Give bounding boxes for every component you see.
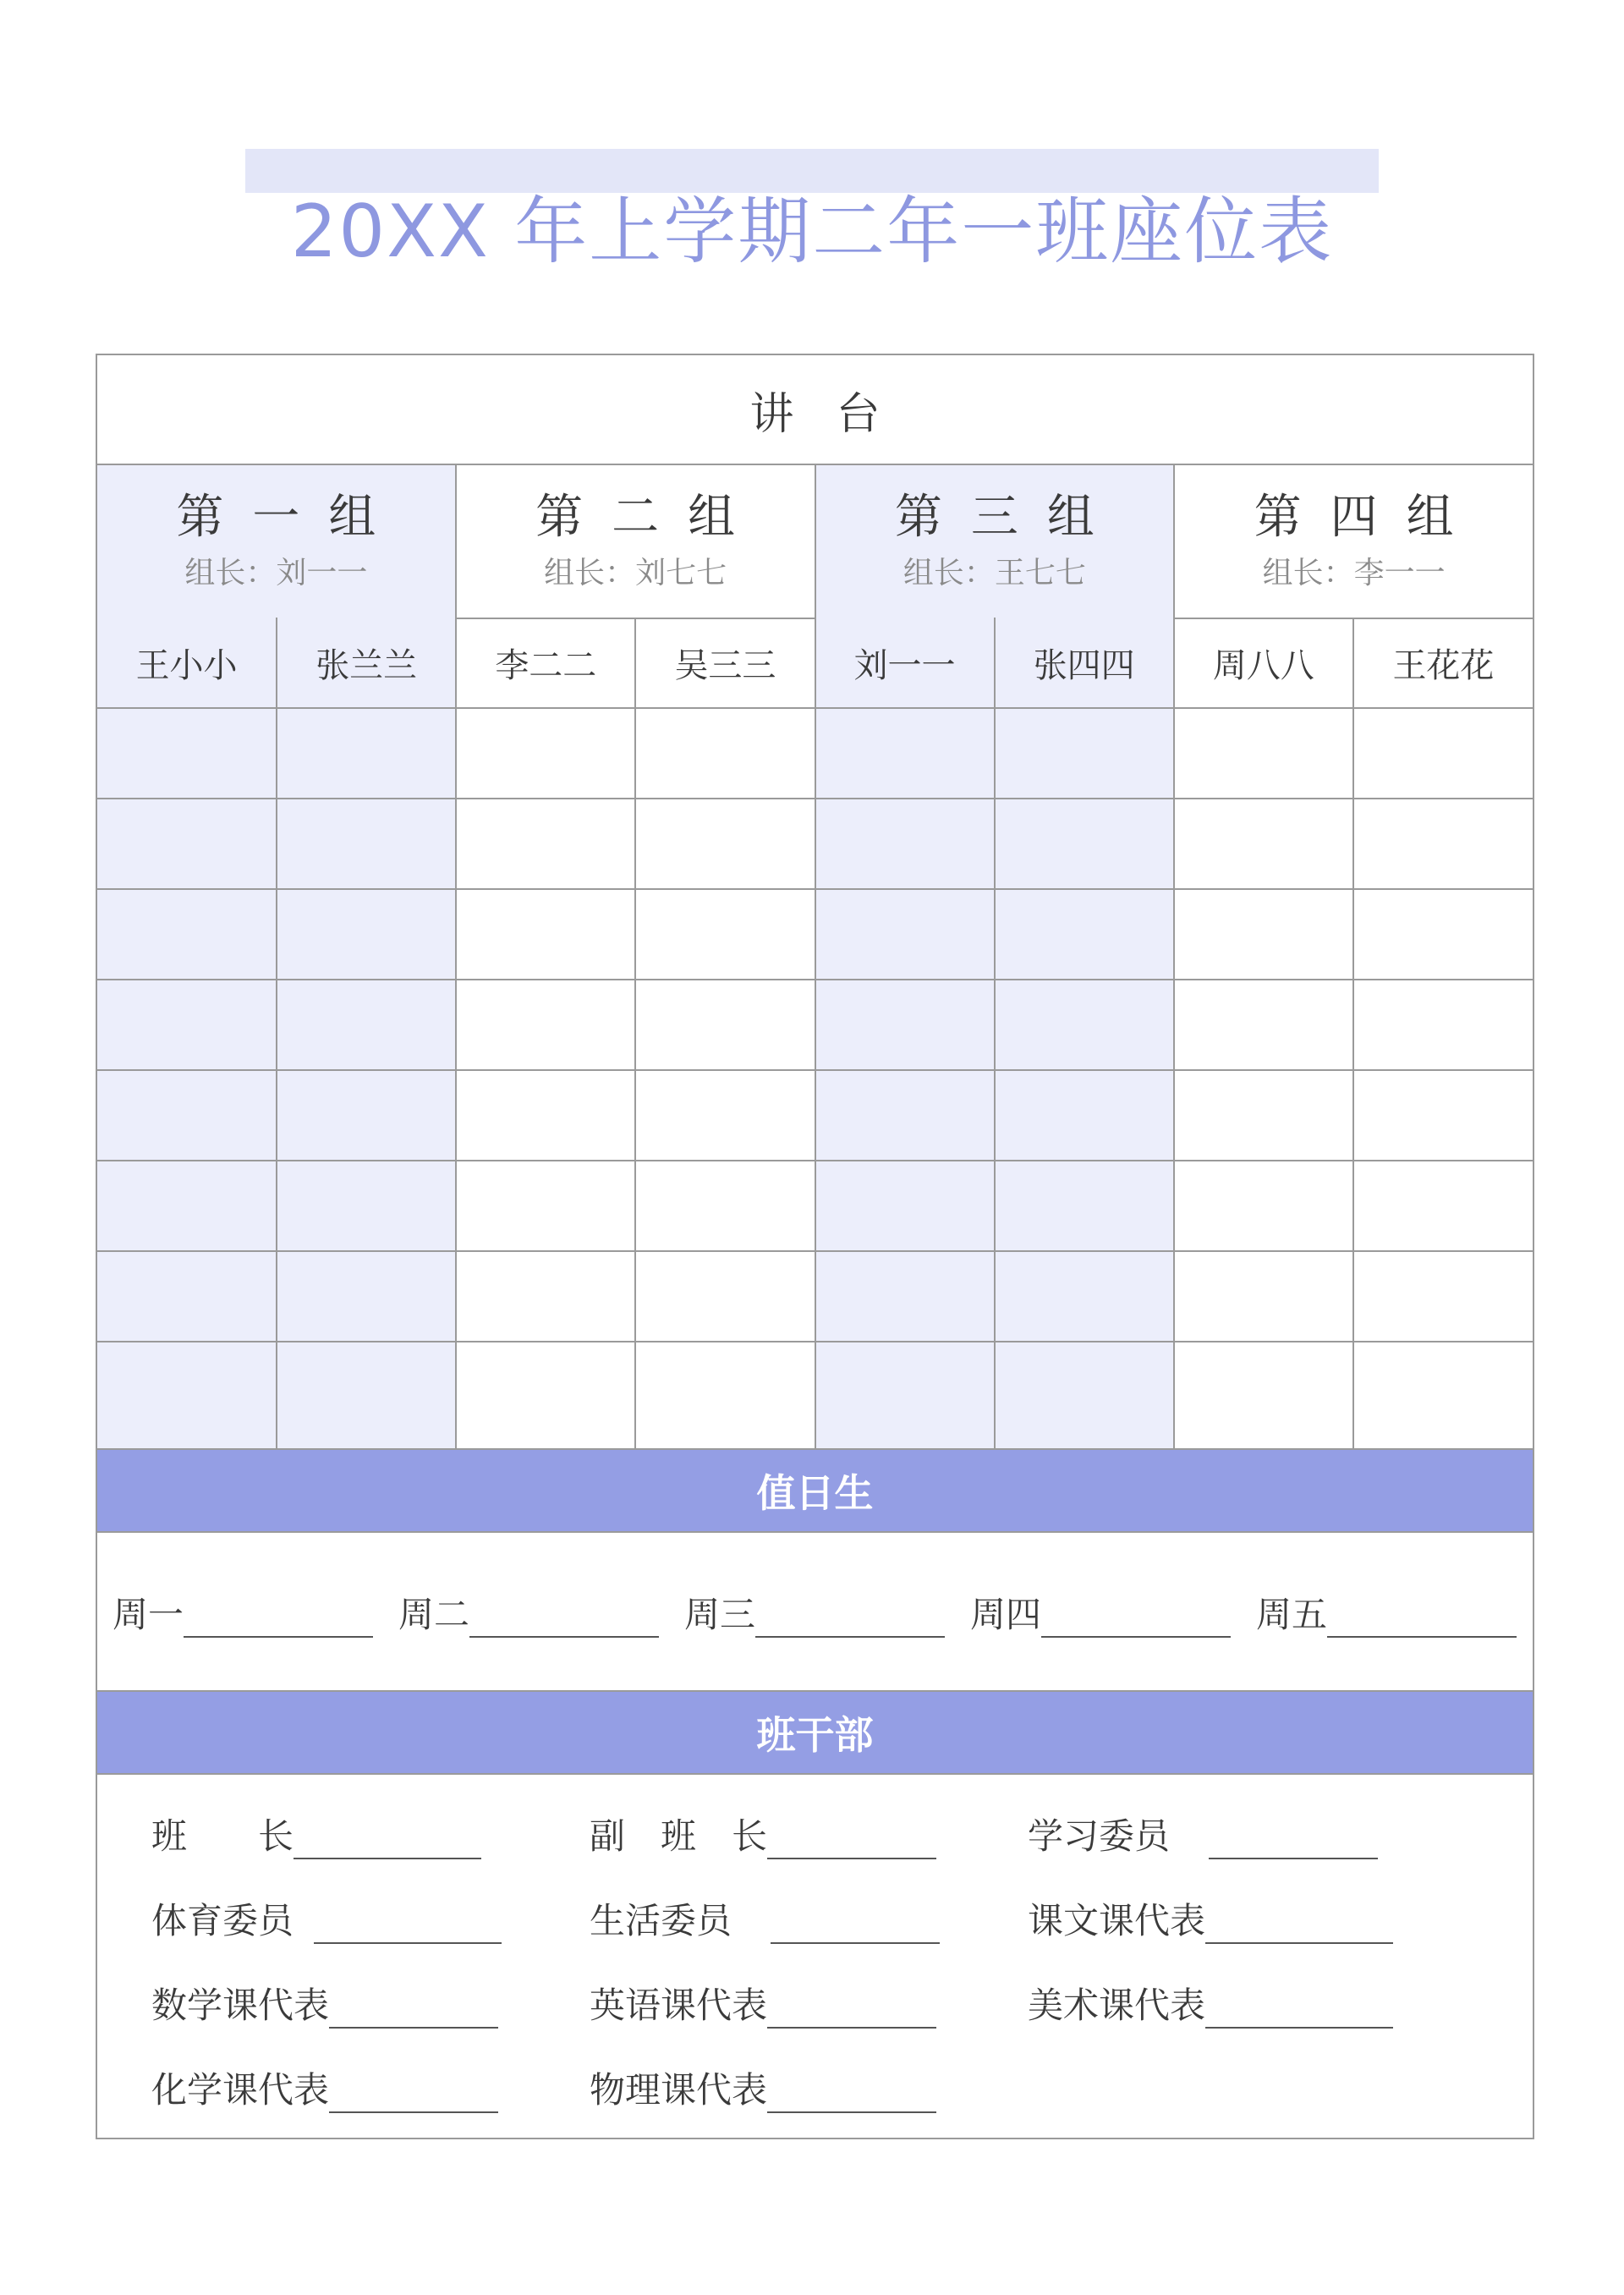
seat-cell[interactable] xyxy=(995,1161,1174,1251)
seat-cell[interactable] xyxy=(97,1161,277,1251)
seat-cell[interactable] xyxy=(995,1070,1174,1161)
cadre-blank[interactable] xyxy=(767,2078,936,2113)
seat-cell[interactable] xyxy=(1174,708,1353,799)
duty-day-label: 周四 xyxy=(970,1594,1042,1635)
cadre-role-text xyxy=(1028,1893,1393,1944)
seat-cell[interactable] xyxy=(635,799,815,889)
duty-day-1 xyxy=(112,1587,373,1638)
cadre-role-life xyxy=(590,1893,940,1944)
cadre-role-label: 数学课代表 xyxy=(151,1985,330,2026)
cadre-role-art xyxy=(1028,1978,1393,2029)
cadre-role-label: 化学课代表 xyxy=(151,2069,330,2111)
seat-cell[interactable] xyxy=(1353,889,1533,980)
cadre-section xyxy=(97,1775,1533,2139)
seat-cell[interactable] xyxy=(635,980,815,1070)
seat-cell[interactable] xyxy=(1353,1251,1533,1342)
student-name-cell: 王小小 xyxy=(97,618,277,708)
group-header-row xyxy=(97,465,1533,619)
seat-cell[interactable] xyxy=(456,889,635,980)
seat-row xyxy=(97,1342,1533,1448)
seat-cell[interactable] xyxy=(815,1342,995,1448)
cadre-blank[interactable] xyxy=(1209,1824,1378,1859)
seat-cell[interactable] xyxy=(97,1342,277,1448)
cadre-role-sports xyxy=(151,1893,502,1944)
seat-cell[interactable] xyxy=(456,1342,635,1448)
cadre-role-math xyxy=(151,1978,498,2029)
group-4 xyxy=(1175,465,1533,618)
seat-row xyxy=(97,708,1533,799)
seat-cell[interactable] xyxy=(1174,1161,1353,1251)
podium-label: 讲台 xyxy=(97,355,1533,465)
student-name-cell: 王花花 xyxy=(1353,618,1533,708)
student-name-cell: 张四四 xyxy=(995,618,1174,708)
seat-cell[interactable] xyxy=(815,1161,995,1251)
cadre-blank[interactable] xyxy=(767,1824,936,1859)
seat-cell[interactable] xyxy=(815,1251,995,1342)
cadre-role-english xyxy=(590,1978,936,2029)
seat-row xyxy=(97,980,1533,1070)
cadre-blank[interactable] xyxy=(1205,1993,1393,2029)
seat-cell[interactable] xyxy=(456,1070,635,1161)
seat-cell[interactable] xyxy=(815,1070,995,1161)
seat-cell[interactable] xyxy=(456,1251,635,1342)
seat-cell[interactable] xyxy=(815,980,995,1070)
cadre-role-label: 体育委员 xyxy=(151,1900,294,1941)
seat-cell[interactable] xyxy=(1353,708,1533,799)
cadre-role-monitor xyxy=(151,1809,481,1859)
cadre-blank[interactable] xyxy=(294,1824,481,1859)
seat-cell[interactable] xyxy=(277,1070,456,1161)
seat-cell[interactable] xyxy=(995,1251,1174,1342)
duty-banner: 值日生 xyxy=(97,1448,1533,1533)
cadre-banner: 班干部 xyxy=(97,1690,1533,1775)
duty-day-label: 周二 xyxy=(398,1594,470,1635)
seat-cell[interactable] xyxy=(1353,980,1533,1070)
seat-cell[interactable] xyxy=(1353,1342,1533,1448)
group-3 xyxy=(816,465,1176,618)
duty-blank[interactable] xyxy=(469,1602,659,1638)
seat-cell[interactable] xyxy=(97,889,277,980)
seat-cell[interactable] xyxy=(635,1161,815,1251)
cadre-role-label: 物理课代表 xyxy=(590,2069,768,2111)
student-name-cell: 张兰兰 xyxy=(277,618,456,708)
cadre-blank[interactable] xyxy=(771,1908,940,1944)
group-leader: 组长：李一一 xyxy=(1262,556,1446,590)
duty-blank[interactable] xyxy=(755,1602,945,1638)
seat-cell[interactable] xyxy=(97,1070,277,1161)
seat-cell[interactable] xyxy=(995,980,1174,1070)
seat-cell[interactable] xyxy=(1353,1161,1533,1251)
group-1 xyxy=(97,465,457,618)
seat-cell[interactable] xyxy=(635,1342,815,1448)
student-name-cell: 吴三三 xyxy=(635,618,815,708)
group-2 xyxy=(457,465,816,618)
duty-day-label: 周三 xyxy=(684,1594,756,1635)
seat-cell[interactable] xyxy=(1174,889,1353,980)
seat-row xyxy=(97,799,1533,889)
cadre-role-label: 学习委员 xyxy=(1028,1815,1171,1857)
seat-cell[interactable] xyxy=(1174,980,1353,1070)
cadre-role-label: 英语课代表 xyxy=(590,1985,768,2026)
cadre-role-label: 班 长 xyxy=(151,1815,294,1857)
seat-cell[interactable] xyxy=(277,889,456,980)
cadre-role-vice-monitor xyxy=(590,1809,936,1859)
student-name-row xyxy=(97,618,1533,708)
seat-cell[interactable] xyxy=(97,980,277,1070)
page-title: 20XX 年上学期二年一班座位表 xyxy=(290,189,1334,274)
seat-cell[interactable] xyxy=(277,1251,456,1342)
duty-section xyxy=(97,1531,1533,1690)
group-name: 第三组 xyxy=(894,490,1123,545)
cadre-blank[interactable] xyxy=(1205,1908,1393,1944)
cadre-blank[interactable] xyxy=(329,2078,498,2113)
seat-grid xyxy=(97,618,1533,1448)
seat-cell[interactable] xyxy=(456,799,635,889)
seat-row xyxy=(97,1161,1533,1251)
seat-cell[interactable] xyxy=(277,708,456,799)
cadre-role-label: 生活委员 xyxy=(590,1900,732,1941)
seat-cell[interactable] xyxy=(277,799,456,889)
cadre-blank[interactable] xyxy=(329,1993,498,2029)
student-name-cell: 刘一一 xyxy=(815,618,995,708)
seat-cell[interactable] xyxy=(456,980,635,1070)
seat-row xyxy=(97,1251,1533,1342)
seat-cell[interactable] xyxy=(1174,1251,1353,1342)
student-name-cell: 李二二 xyxy=(456,618,635,708)
group-name: 第四组 xyxy=(1254,490,1483,545)
cadre-role-label: 课文课代表 xyxy=(1028,1900,1206,1941)
cadre-blank[interactable] xyxy=(314,1908,502,1944)
group-leader: 组长：刘七七 xyxy=(544,556,727,590)
seat-cell[interactable] xyxy=(1174,799,1353,889)
seat-row xyxy=(97,889,1533,980)
seat-cell[interactable] xyxy=(97,799,277,889)
group-name: 第二组 xyxy=(535,490,765,545)
seat-cell[interactable] xyxy=(456,708,635,799)
seat-cell[interactable] xyxy=(635,708,815,799)
duty-day-5 xyxy=(1256,1587,1517,1638)
seat-cell[interactable] xyxy=(635,1251,815,1342)
seat-cell[interactable] xyxy=(815,799,995,889)
seat-cell[interactable] xyxy=(97,708,277,799)
group-leader: 组长：王七七 xyxy=(903,556,1086,590)
seat-cell[interactable] xyxy=(97,1251,277,1342)
cadre-role-label: 副 班 长 xyxy=(590,1815,768,1857)
seat-cell[interactable] xyxy=(277,1342,456,1448)
cadre-role-physics xyxy=(590,2062,936,2113)
seat-cell[interactable] xyxy=(635,1070,815,1161)
seating-sheet xyxy=(96,354,1534,2139)
seat-cell[interactable] xyxy=(456,1161,635,1251)
seat-cell[interactable] xyxy=(995,889,1174,980)
seat-cell[interactable] xyxy=(1353,1070,1533,1161)
seat-cell[interactable] xyxy=(277,1161,456,1251)
student-name-cell: 周八八 xyxy=(1174,618,1353,708)
duty-blank[interactable] xyxy=(1327,1602,1517,1638)
cadre-blank[interactable] xyxy=(767,1993,936,2029)
duty-day-label: 周五 xyxy=(1256,1594,1328,1635)
duty-day-label: 周一 xyxy=(112,1594,184,1635)
seat-cell[interactable] xyxy=(995,1342,1174,1448)
seat-cell[interactable] xyxy=(815,708,995,799)
group-leader: 组长：刘一一 xyxy=(184,556,368,590)
duty-day-2 xyxy=(398,1587,659,1638)
duty-blank[interactable] xyxy=(1041,1602,1231,1638)
seat-cell[interactable] xyxy=(815,889,995,980)
seat-row xyxy=(97,1070,1533,1161)
seat-cell[interactable] xyxy=(1353,799,1533,889)
seat-cell[interactable] xyxy=(995,799,1174,889)
seat-cell[interactable] xyxy=(277,980,456,1070)
group-name: 第一组 xyxy=(176,490,405,545)
seat-cell[interactable] xyxy=(1174,1070,1353,1161)
cadre-role-label: 美术课代表 xyxy=(1028,1985,1206,2026)
seat-cell[interactable] xyxy=(635,889,815,980)
duty-day-3 xyxy=(684,1587,945,1638)
duty-day-4 xyxy=(970,1587,1231,1638)
cadre-role-chemistry xyxy=(151,2062,498,2113)
cadre-role-study xyxy=(1028,1809,1378,1859)
seat-cell[interactable] xyxy=(1174,1342,1353,1448)
duty-blank[interactable] xyxy=(184,1602,373,1638)
seat-cell[interactable] xyxy=(995,708,1174,799)
